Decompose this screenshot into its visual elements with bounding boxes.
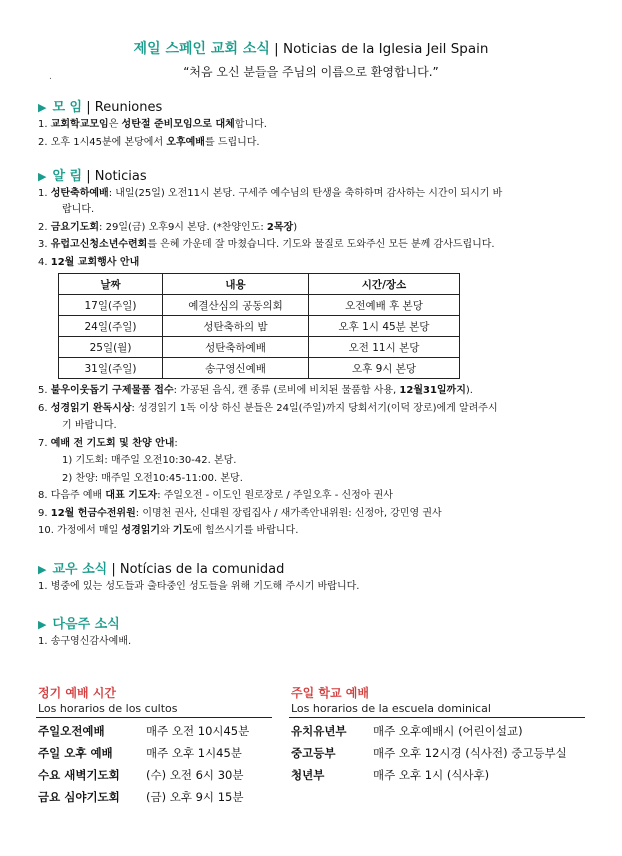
table-cell: 31일(주일) xyxy=(59,358,163,379)
item-bold: 성경읽기 xyxy=(121,525,161,536)
table-row xyxy=(59,337,460,358)
title-korean: 제일 스페인 교회 소식 xyxy=(133,41,270,57)
escuela-schedule-title: 주일 학교 예배 xyxy=(291,686,369,700)
reuniones-item-1 xyxy=(38,118,588,132)
item-bold: 성경읽기 완독시상 xyxy=(50,403,132,414)
item-text: 가정에서 매일 xyxy=(57,525,122,536)
item-bold: 성탄축하예배 xyxy=(50,188,109,199)
schedule-value: (수) 오전 6시 30분 xyxy=(146,768,244,782)
item-text: : 내일(25일) 오전11시 본당. 구세주 예수님의 탄생을 축하하며 감사하는 시간이 되시기 바 xyxy=(108,188,503,199)
cultos-row xyxy=(38,745,242,761)
item-number: 1. xyxy=(38,188,51,199)
noticias-item-2 xyxy=(38,221,588,235)
item-number: 10. xyxy=(38,525,58,536)
item-text: 다음주 예배 xyxy=(50,490,106,501)
section-title-es: | Notícias de la comunidad xyxy=(107,562,285,577)
item-bold: 12월 교회행사 안내 xyxy=(50,257,140,268)
schedule-label: 수요 새벽기도회 xyxy=(38,768,120,782)
table-cell: 24일(주일) xyxy=(59,316,163,337)
schedule-label: 유치유년부 xyxy=(291,724,347,738)
noticias-item-7 xyxy=(38,437,588,451)
comunidad-item-1: 1. 병중에 있는 성도들과 출타중인 성도들을 위해 기도해 주시기 바랍니다. xyxy=(38,581,360,592)
item-number: 9. xyxy=(38,508,51,519)
triangle-bullet-icon: ▶ xyxy=(38,563,47,576)
item-bold: 대표 기도자 xyxy=(105,490,158,501)
table-header: 시간/장소 xyxy=(309,274,460,295)
schedule-label: 청년부 xyxy=(291,768,325,782)
page-title xyxy=(0,38,622,58)
reuniones-item-2 xyxy=(38,136,588,150)
title-spanish: Noticias de la Iglesia Jeil Spain xyxy=(283,41,489,57)
item-bold: 교회학교모임 xyxy=(50,119,109,130)
cultos-row xyxy=(38,789,243,805)
noticias-item-1 xyxy=(38,187,588,201)
triangle-bullet-icon: ▶ xyxy=(38,170,47,183)
cultos-schedule-title: 정기 예배 시간 xyxy=(38,686,116,700)
section-title-ko: 교우 소식 xyxy=(52,562,108,577)
schedule-value: 매주 오후예배시 (어린이설교) xyxy=(373,724,523,738)
item-text: 를 드립니다. xyxy=(204,137,260,148)
table-cell: 오전예배 후 본당 xyxy=(309,295,460,316)
noticias-item-5 xyxy=(38,384,588,398)
item-text: : 이명천 권사, 신대원 장립집사 / 새가족안내위원: 신정아, 강민영 권사 xyxy=(135,508,442,519)
item-text: ) xyxy=(293,222,298,233)
item-text: : xyxy=(174,438,178,449)
noticias-item-9 xyxy=(38,507,588,521)
item-bold: 불우이웃돕기 구제물품 접수 xyxy=(50,385,174,396)
table-row xyxy=(59,295,460,316)
cultos-row xyxy=(38,767,243,783)
schedule-value: 매주 오후 1시 (식사후) xyxy=(373,768,490,782)
item-text: : 주일오전 - 이도인 원로장로 / 주일오후 - 신정아 권사 xyxy=(157,490,393,501)
item-bold: 12월 헌금수전위원 xyxy=(50,508,136,519)
stray-dot: . xyxy=(49,72,52,82)
escuela-divider xyxy=(289,717,585,718)
table-header: 날짜 xyxy=(59,274,163,295)
escuela-row xyxy=(291,745,567,761)
noticias-item-6 xyxy=(38,402,588,416)
item-text: 합니다. xyxy=(234,119,267,130)
cultos-divider xyxy=(36,717,272,718)
schedule-value: 매주 오전 10시45분 xyxy=(146,724,250,738)
item-text: 은 xyxy=(108,119,122,130)
item-bold: 유럽고신청소년수련회 xyxy=(50,239,148,250)
noticias-item-7-sub-1: 1) 기도회: 매주일 오전10:30-42. 본당. xyxy=(62,455,237,466)
table-cell: 오후 9시 본당 xyxy=(309,358,460,379)
table-header: 내용 xyxy=(163,274,309,295)
item-text: 와 xyxy=(160,525,173,536)
item-number: 5. xyxy=(38,385,51,396)
item-text: : 가공된 음식, 캔 종류 (로비에 비치된 물품함 사용, xyxy=(173,385,400,396)
schedule-value: (금) 오후 9시 15분 xyxy=(146,790,244,804)
events-table xyxy=(58,273,460,379)
section-title-es: | Reuniones xyxy=(82,100,163,115)
escuela-row xyxy=(291,723,523,739)
noticias-item-3 xyxy=(38,238,588,252)
item-number: 8. xyxy=(38,490,51,501)
noticias-item-1-cont: 랍니다. xyxy=(62,204,95,215)
table-cell: 송구영신예배 xyxy=(163,358,309,379)
item-number: 6. xyxy=(38,403,51,414)
item-text: ). xyxy=(465,385,473,396)
table-cell: 17일(주일) xyxy=(59,295,163,316)
section-title-es: | Noticias xyxy=(82,169,147,184)
schedule-label: 주일 오후 예배 xyxy=(38,746,113,760)
schedule-label: 금요 심야기도회 xyxy=(38,790,120,804)
table-cell: 성탄축하의 밤 xyxy=(163,316,309,337)
item-bold: 2목장 xyxy=(266,222,294,233)
item-text: 오후 1시45분에 본당에서 xyxy=(50,137,167,148)
escuela-row xyxy=(291,767,489,783)
item-number: 1. xyxy=(38,119,51,130)
table-cell: 25일(월) xyxy=(59,337,163,358)
item-text: : 29일(금) 오후9시 본당. (*찬양인도: xyxy=(99,222,267,233)
item-bold: 금요기도회 xyxy=(50,222,100,233)
noticias-item-4 xyxy=(38,256,588,270)
table-cell: 성탄축하예배 xyxy=(163,337,309,358)
item-bold: 12월31일까지 xyxy=(399,385,466,396)
table-header-row xyxy=(59,274,460,295)
triangle-bullet-icon: ▶ xyxy=(38,618,47,631)
item-bold: 예배 전 기도회 및 찬양 안내 xyxy=(50,438,175,449)
item-number: 2. xyxy=(38,222,51,233)
schedule-label: 중고등부 xyxy=(291,746,336,760)
item-text: 를 은혜 가운데 잘 마쳤습니다. 기도와 물질로 도와주신 모든 분께 감사드립니다. xyxy=(147,239,495,250)
noticias-item-8 xyxy=(38,489,588,503)
section-heading-noticias xyxy=(38,165,147,184)
table-cell: 오전 11시 본당 xyxy=(309,337,460,358)
item-number: 2. xyxy=(38,137,51,148)
item-bold: 성탄절 준비모임으로 대체 xyxy=(121,119,235,130)
noticias-item-6-cont: 기 바랍니다. xyxy=(62,420,117,431)
cultos-row xyxy=(38,723,249,739)
triangle-bullet-icon: ▶ xyxy=(38,101,47,114)
section-title-ko: 알 림 xyxy=(52,169,83,184)
section-title-ko: 다음주 소식 xyxy=(52,617,120,632)
table-row xyxy=(59,316,460,337)
item-text: 에 힘쓰시기를 바랍니다. xyxy=(192,525,299,536)
item-number: 4. xyxy=(38,257,51,268)
title-separator: | xyxy=(269,41,284,57)
escuela-schedule-subtitle: Los horarios de la escuela dominical xyxy=(291,702,491,715)
section-heading-next-week xyxy=(38,613,120,632)
table-row xyxy=(59,358,460,379)
next-week-item-1: 1. 송구영신감사예배. xyxy=(38,636,132,647)
item-bold: 오후예배 xyxy=(166,137,205,148)
cultos-schedule-subtitle: Los horarios de los cultos xyxy=(38,702,178,715)
section-heading-comunidad xyxy=(38,558,284,577)
noticias-item-10 xyxy=(38,524,588,538)
schedule-value: 매주 오후 12시경 (식사전) 중고등부실 xyxy=(373,746,567,760)
item-bold: 기도 xyxy=(172,525,193,536)
table-cell: 오후 1시 45분 본당 xyxy=(309,316,460,337)
section-heading-reuniones xyxy=(38,96,162,115)
schedule-label: 주일오전예배 xyxy=(38,724,105,738)
welcome-subtitle: “처음 오신 분들을 주님의 이름으로 환영합니다.” xyxy=(183,65,439,79)
schedule-value: 매주 오후 1시45분 xyxy=(146,746,242,760)
section-title-ko: 모 임 xyxy=(52,100,83,115)
item-number: 7. xyxy=(38,438,51,449)
item-text: : 성경읽기 1독 이상 하신 분들은 24일(주일)까지 당회서기(이덕 장로)에게 알려주시 xyxy=(131,403,498,414)
table-cell: 예결산심의 공동의회 xyxy=(163,295,309,316)
item-number: 3. xyxy=(38,239,51,250)
noticias-item-7-sub-2: 2) 찬양: 매주일 오전10:45-11:00. 본당. xyxy=(62,473,243,484)
